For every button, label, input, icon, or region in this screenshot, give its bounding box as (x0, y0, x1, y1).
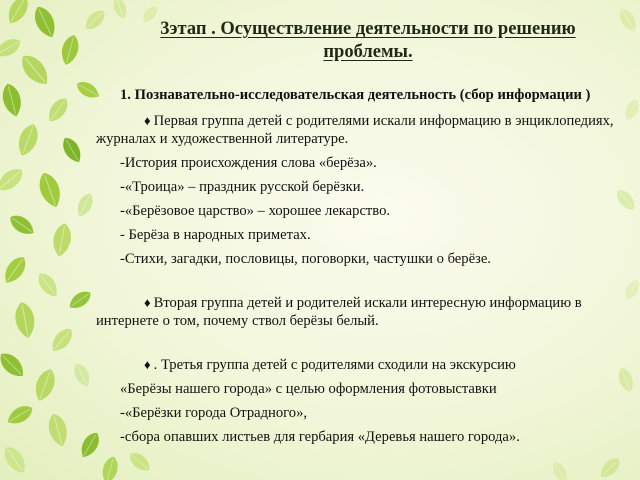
slide-title: 3этап . Осуществление деятельности по решению проблемы. (160, 19, 576, 62)
group1-item: -История происхождения слова «берёза». (120, 155, 377, 171)
group1-item: - Берёза в народных приметах. (120, 227, 311, 243)
group1-text: Первая группа детей с родителями искали информацию в энциклопедиях, журналах и художественной литературе. (96, 113, 614, 147)
diamond-bullet-icon: ♦ (144, 357, 151, 372)
group3-text: . Третья группа детей с родителями сходили на экскурсию (153, 357, 516, 373)
group3-paragraph (96, 356, 622, 374)
diamond-bullet-icon: ♦ (144, 113, 151, 128)
diamond-bullet-icon: ♦ (144, 295, 151, 310)
group3-item: «Берёзы нашего города» с целью оформления фотовыставки (120, 381, 497, 397)
slide-body (96, 86, 622, 446)
group1-item: -«Берёзовое царство» – хорошее лекарство. (120, 203, 391, 219)
group1-item: -«Троица» – праздник русской берёзки. (120, 179, 365, 195)
group3-item: -«Берёзки города Отрадного», (120, 405, 308, 421)
group2-paragraph (96, 294, 622, 330)
group3-item: -сбора опавших листьев для гербария «Деревья нашего города». (120, 429, 520, 445)
group1-paragraph (96, 112, 622, 148)
group2-text: Вторая группа детей и родителей искали интересную информацию в интернете о том, почему ствол берёзы белый. (96, 295, 582, 329)
section-heading: 1. Познавательно-исследовательская деятельность (сбор информации ) (120, 87, 591, 103)
group1-item: -Стихи, загадки, пословицы, поговорки, частушки о берёзе. (120, 251, 491, 267)
